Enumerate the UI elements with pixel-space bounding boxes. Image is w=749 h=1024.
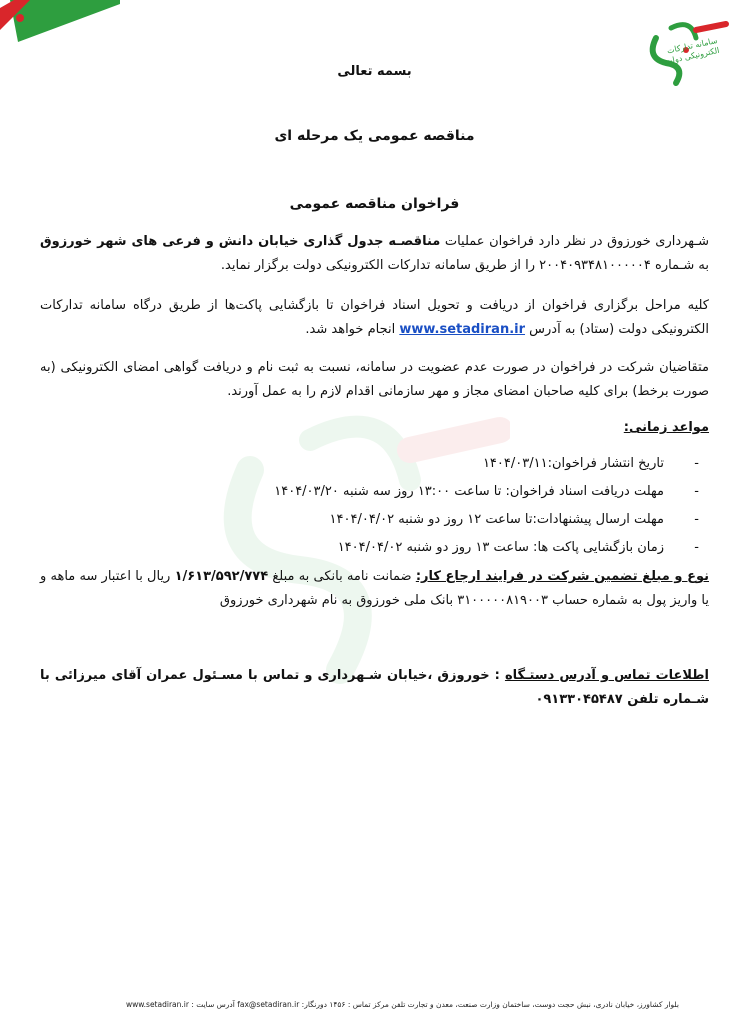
deadline-item: - زمان بازگشایی پاکت ها: ساعت ۱۳ روز دو شنبه ۱۴۰۴/۰۴/۰۲ [40, 534, 709, 562]
setad-link[interactable]: www.setadiran.ir [399, 322, 526, 337]
document-body [40, 0, 709, 1024]
footer-site-label: آدرس سایت : [188, 1000, 238, 1009]
guarantee-label: نوع و مبلغ تضمین شرکت در فرایند ارجاع کار: [415, 569, 709, 584]
footer-fax[interactable]: fax@setadiran.ir [237, 1000, 300, 1009]
intro-text-start: شـهرداری خورزوق در نظر دارد فراخوان عملیات [440, 234, 709, 249]
process-text-start: کلیه مراحل برگزاری فراخوان از دریافت و تحویل اسناد فراخوان تا بازگشایی پاکت‌ها از طریق درگاه سامانه تدارکات الکترونیکی دولت (ستاد) به آدرس [40, 298, 709, 337]
guarantee-paragraph [40, 565, 709, 613]
deadline-item: - مهلت ارسال پیشنهادات:تا ساعت ۱۲ روز دو شنبه ۱۴۰۴/۰۴/۰۲ [40, 506, 709, 534]
project-name: مناقصـه جدول گذاری خیابان دانش و فرعی های شهر خورزوق [40, 234, 441, 249]
footer-address-text: بلوار کشاورز، خیابان نادری، نبش حجت دوست، ساختمان وزارت صنعت، معدن و تجارت تلفن مرکز تماس : ۱۴۵۶ دورنگار: [299, 1000, 679, 1009]
call-title: فراخوان مناقصه عمومی [289, 196, 460, 212]
deadline-item: - تاریخ انتشار فراخوان:۱۴۰۴/۰۳/۱۱ [40, 450, 709, 478]
process-text-end: انجام خواهد شد. [305, 322, 400, 337]
contact-text: : خوروزق ،خیابان شـهرداری و تماس با مسـئول عمران آقای میرزائی با شـماره تلفن ۰۹۱۳۳۰۴۵۴۸۷ [40, 668, 709, 707]
contact-label: اطلاعات تماس و آدرس دستـگاه [504, 668, 709, 683]
deadlines-list [40, 450, 709, 562]
tender-type-title: مناقصه عمومی یک مرحله ای [274, 128, 475, 144]
deadlines-title: مواعد زمانی: [623, 420, 709, 435]
guarantee-text-end: ریال با اعتبار سه ماهه و یا واریز پول به شماره حساب ۳۱۰۰۰۰۰۸۱۹۰۰۳ بانک ملی خورزوق به نام شهرداری خورزوق [40, 569, 709, 608]
footer-site[interactable]: www.setadiran.ir [125, 1000, 189, 1009]
intro-text-end: به شـماره ۲۰۰۴۰۹۳۴۸۱۰۰۰۰۰۴ را از طریق سامانه تدارکات الکترونیکی دولت برگزار نماید. [220, 258, 709, 273]
guarantee-amount: ۱/۶۱۳/۵۹۲/۷۷۴ [174, 569, 269, 584]
contact-paragraph [40, 664, 709, 712]
logo-caption: سامانه تدارکات الکترونیکی دولت [663, 35, 721, 67]
deadline-item: - مهلت دریافت اسناد فراخوان: تا ساعت ۱۳:۰۰ روز سه شنبه ۱۴۰۴/۰۳/۲۰ [40, 478, 709, 506]
footer-address [100, 1000, 679, 1010]
intro-paragraph [40, 230, 709, 278]
guarantee-text-start: ضمانت نامه بانکی به مبلغ [268, 569, 416, 584]
basmala: بسمه تعالی [337, 64, 412, 79]
applicants-paragraph: متقاضیان شرکت در فراخوان در صورت عدم عضویت در سامانه، نسبت به ثبت نام و دریافت گواهی امضای الکترونیکی (به صورت برخط) برای کلیه صاحبان امضای مجاز و مهر سازمانی اقدام لازم را به عمل آورند. [40, 360, 709, 399]
process-paragraph [40, 294, 709, 342]
